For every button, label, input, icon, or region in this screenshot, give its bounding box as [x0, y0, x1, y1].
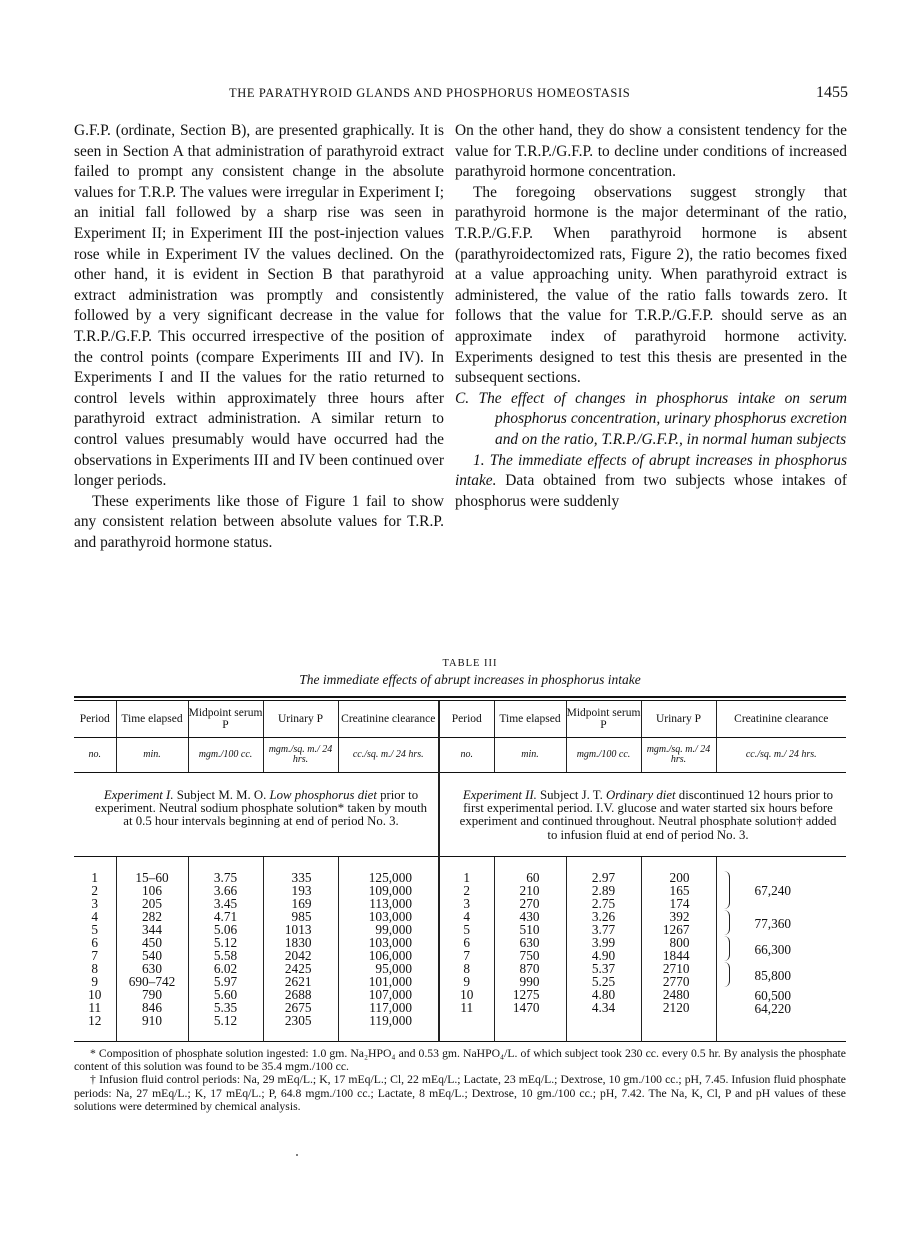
- experiment-2-subject: Subject J. T.: [536, 788, 607, 802]
- exp1-serum-p: 5.97: [188, 975, 263, 988]
- exp2-time: 630: [494, 936, 566, 949]
- exp1-time: 630: [116, 962, 188, 975]
- exp1-urinary-p: 2305: [263, 1014, 338, 1042]
- col-header-urinary-p: Urinary P: [641, 701, 716, 738]
- unit-urinary-p: mgm./sq. m./ 24 hrs.: [263, 738, 338, 773]
- exp1-clearance: 99,000: [338, 923, 439, 936]
- exp1-urinary-p: 985: [263, 910, 338, 923]
- exp1-time: 690–742: [116, 975, 188, 988]
- running-title: THE PARATHYROID GLANDS AND PHOSPHORUS HOMEOSTASIS: [229, 86, 631, 100]
- exp2-serum-p: 4.90: [566, 949, 641, 962]
- paragraph: G.F.P. (ordinate, Section B), are presented graphically. It is seen in Section A that administration of parathyroid extract failed to prompt any consistent change in the absolute values for T.R.P. The values were irregular in Experiment I; an initial fall followed by a sharp rise was seen in Experiment II; in Experiment III the post-injection values rose while in Experiment IV the values declined. On the other hand, it is evident in Section B that parathyroid extract administration was promptly and consistently followed by a very significant decrease in the value for T.R.P./G.F.P. This occurred irrespective of the position of the control points (compare Experiments III and IV). In Experiments I and II the values for the ratio returned to control levels within approximately three hours after parathyroid extract administration. A similar return to control values presumably would have occurred had the observations in Experiments III and IV been continued over longer periods.: [74, 122, 444, 490]
- experiment-1-details: prior to experiment. Neutral sodium phosphate solution* taken by mouth at 0.5 hour intervals beginning at end of period No. 3.: [95, 788, 427, 829]
- exp1-clearance: 117,000: [338, 1001, 439, 1014]
- exp1-clearance: 107,000: [338, 988, 439, 1001]
- header-row: [74, 701, 846, 738]
- brace-icon: [721, 936, 730, 961]
- exp1-period: 8: [91, 960, 99, 976]
- brace-icon: [721, 910, 730, 935]
- experiment-1-description: [74, 773, 439, 857]
- exp2-serum-p: 3.77: [566, 923, 641, 936]
- exp2-serum-p: 2.89: [566, 884, 641, 897]
- col-header-period: Period: [439, 701, 494, 738]
- exp2-period: 8: [439, 962, 494, 975]
- exp1-serum-p: 5.35: [188, 1001, 263, 1014]
- exp1-period: 12: [88, 1012, 102, 1028]
- col-header-clearance: Creatinine clearance: [338, 701, 439, 738]
- experiment-2-label: Experiment II.: [462, 788, 537, 802]
- exp1-time: 205: [116, 897, 188, 910]
- experiment-2-diet: Ordinary diet: [606, 788, 676, 802]
- brace-icon: [721, 871, 730, 909]
- running-header: [74, 86, 848, 106]
- exp2-serum-p: 2.97: [566, 856, 641, 884]
- exp1-urinary-p: 2688: [263, 988, 338, 1001]
- experiment-1-diet: Low phosphorus diet: [269, 788, 377, 802]
- col-header-period: Period: [74, 701, 116, 738]
- unit-time: min.: [116, 738, 188, 773]
- col-header-serum-p: Midpoint serum P: [566, 701, 641, 738]
- exp2-urinary-p: 2770: [641, 975, 716, 988]
- subsection-title: 1. The immediate effects of abrupt increases in phosphorus intake.: [455, 451, 847, 490]
- exp1-clearance: 103,000: [338, 936, 439, 949]
- table-footnotes: [74, 1047, 846, 1113]
- exp1-time: 15–60: [116, 856, 188, 884]
- exp2-serum-p: 4.80: [566, 988, 641, 1001]
- paragraph: On the other hand, they do show a consistent tendency for the value for T.R.P./G.F.P. to decline under conditions of increased parathyroid hormone concentration.: [455, 122, 847, 181]
- unit-serum-p: mgm./100 cc.: [566, 738, 641, 773]
- experiment-1-label: Experiment I.: [103, 788, 174, 802]
- exp2-time: 270: [494, 897, 566, 910]
- exp1-clearance: 113,000: [338, 897, 439, 910]
- exp2-period: 2: [439, 884, 494, 897]
- exp1-serum-p: 3.45: [188, 897, 263, 910]
- exp2-urinary-p: 2710: [641, 962, 716, 975]
- exp1-time: 282: [116, 910, 188, 923]
- exp2-urinary-p: 2480: [641, 988, 716, 1001]
- exp1-period: 7: [91, 947, 99, 963]
- exp2-clearance-value: 64,220: [754, 1000, 792, 1016]
- exp2-urinary-p: 200: [641, 856, 716, 884]
- exp2-serum-p: 3.26: [566, 910, 641, 923]
- experiment-description-row: [74, 773, 846, 857]
- exp1-clearance: 106,000: [338, 949, 439, 962]
- paragraph: These experiments like those of Figure 1 fail to show any consistent relation between absolute values for T.R.P. and parathyroid hormone status.: [74, 492, 444, 551]
- exp2-period: 5: [439, 923, 494, 936]
- exp2-period: 11: [439, 1001, 494, 1014]
- exp2-period: 6: [439, 936, 494, 949]
- exp1-time: 846: [116, 1001, 188, 1014]
- exp2-time: 430: [494, 910, 566, 923]
- exp1-urinary-p: 169: [263, 897, 338, 910]
- units-row: [74, 738, 846, 773]
- exp2-urinary-p: 1844: [641, 949, 716, 962]
- exp2-time: 210: [494, 884, 566, 897]
- exp1-serum-p: 5.12: [188, 1014, 263, 1042]
- exp1-time: 106: [116, 884, 188, 897]
- exp2-urinary-p: 392: [641, 910, 716, 923]
- exp2-urinary-p: 2120: [641, 1001, 716, 1014]
- exp1-urinary-p: 2675: [263, 1001, 338, 1014]
- exp1-period: 11: [88, 999, 102, 1015]
- table-label: TABLE III: [442, 658, 498, 669]
- exp1-serum-p: 4.71: [188, 910, 263, 923]
- paragraph: The foregoing observations suggest strongly that parathyroid hormone is the major determinant of the ratio, T.R.P./G.F.P. When parathyroid hormone is absent (parathyroidectomized rats, Figure 2), the ratio becomes fixed at a value approaching unity. When parathyroid extract is administered, the value of the ratio falls towards zero. It follows that the value for T.R.P./G.F.P. should serve as an approximate index of parathyroid hormone activity. Experiments designed to test this thesis are presented in the subsequent sections.: [455, 183, 847, 387]
- exp1-period: 2: [91, 882, 99, 898]
- brace-icon: [721, 962, 730, 987]
- exp1-period: 5: [91, 921, 99, 937]
- subsection-text: Data obtained from two subjects whose intakes of phosphorus were suddenly: [455, 472, 847, 510]
- footnote-star: * Composition of phosphate solution ingested: 1.0 gm. Na₂HPO₄ and 0.53 gm. NaHPO₄/L. of which subject took 230 cc. every 0.5 hr. By analysis the phosphate content of this solution was found to be 35.4 mgm./100 cc.: [74, 1047, 846, 1074]
- exp2-period: 7: [439, 949, 494, 962]
- exp2-urinary-p-empty: [641, 1014, 716, 1042]
- exp2-time: 510: [494, 923, 566, 936]
- exp1-serum-p: 5.12: [188, 936, 263, 949]
- col-header-clearance: Creatinine clearance: [716, 701, 846, 738]
- exp1-clearance: 125,000: [338, 856, 439, 884]
- table-caption: The immediate effects of abrupt increases in phosphorus intake: [299, 672, 641, 687]
- exp2-clearance-value: 77,360: [754, 915, 792, 931]
- exp2-serum-p: 5.37: [566, 962, 641, 975]
- unit-clearance: cc./sq. m./ 24 hrs.: [338, 738, 439, 773]
- table-iii: [74, 658, 846, 1042]
- exp2-urinary-p: 800: [641, 936, 716, 949]
- exp1-urinary-p: 335: [263, 856, 338, 884]
- exp2-period: 10: [439, 988, 494, 1001]
- exp2-clearance-value: 85,800: [754, 967, 792, 983]
- exp1-time: 344: [116, 923, 188, 936]
- exp1-period: 3: [91, 895, 99, 911]
- exp1-clearance: 95,000: [338, 962, 439, 975]
- right-text-column: [455, 121, 847, 512]
- exp2-clearance-value: 67,240: [754, 882, 792, 898]
- exp1-time: 790: [116, 988, 188, 1001]
- exp2-time: 1470: [494, 1001, 566, 1014]
- exp1-urinary-p: 1013: [263, 923, 338, 936]
- exp2-period: 1: [439, 856, 494, 884]
- exp2-time: 870: [494, 962, 566, 975]
- exp1-clearance: 101,000: [338, 975, 439, 988]
- unit-period: no.: [74, 738, 116, 773]
- exp1-time: 450: [116, 936, 188, 949]
- exp2-period: 3: [439, 897, 494, 910]
- exp2-clearance-value: 60,500: [754, 987, 792, 1003]
- exp2-serum-p: 4.34: [566, 1001, 641, 1014]
- exp1-urinary-p: 2425: [263, 962, 338, 975]
- footnote-dagger: † Infusion fluid control periods: Na, 29 mEq/L.; K, 17 mEq/L.; Cl, 22 mEq/L.; Lactate, 23 mEq/L.; Dextrose, 10 gm./100 cc.; pH, 7.45. Infusion fluid phosphate periods: Na, 27 mEq/L.; K, 17 mEq/L.; P, 64.8 mgm./100 cc.; Lactate, 8 mEq/L.; Dextrose, 10 gm./100 cc.; pH, 7.42. The Na, K, Cl, P and pH values of these solutions were determined by chemical analysis.: [74, 1073, 846, 1113]
- data-table: [74, 701, 846, 1042]
- exp1-clearance: 109,000: [338, 884, 439, 897]
- exp1-serum-p: 6.02: [188, 962, 263, 975]
- exp2-clearance-groups: [717, 857, 847, 1041]
- exp2-period: 9: [439, 975, 494, 988]
- exp2-time: 1275: [494, 988, 566, 1001]
- exp1-serum-p: 5.60: [188, 988, 263, 1001]
- section-heading: C. The effect of changes in phosphorus intake on serum phosphorus concentration, urinary phosphorus excretion and on the ratio, T.R.P./G.F.P., in normal human subjects: [455, 389, 847, 448]
- exp1-clearance: 119,000: [338, 1014, 439, 1042]
- table-row: [74, 856, 846, 884]
- page-number: 1455: [816, 84, 848, 101]
- col-header-time: Time elapsed: [494, 701, 566, 738]
- exp1-period: 9: [91, 973, 99, 989]
- col-header-urinary-p: Urinary P: [263, 701, 338, 738]
- exp1-period: 10: [88, 986, 102, 1002]
- exp2-period-empty: [439, 1014, 494, 1042]
- exp1-urinary-p: 1830: [263, 936, 338, 949]
- exp1-serum-p: 5.58: [188, 949, 263, 962]
- exp1-urinary-p: 2621: [263, 975, 338, 988]
- exp1-period: 4: [91, 908, 99, 924]
- col-header-serum-p: Midpoint serum P: [188, 701, 263, 738]
- unit-clearance: cc./sq. m./ 24 hrs.: [716, 738, 846, 773]
- exp2-urinary-p: 1267: [641, 923, 716, 936]
- experiment-2-details: discontinued 12 hours prior to first experimental period. I.V. glucose and water started six hours before experiment and continued throughout. Neutral phosphate solution† added to infusion fluid at end of period No. 3.: [459, 788, 837, 842]
- exp2-time-empty: [494, 1014, 566, 1042]
- exp2-time: 60: [494, 856, 566, 884]
- exp1-serum-p: 5.06: [188, 923, 263, 936]
- exp1-serum-p: 3.66: [188, 884, 263, 897]
- col-header-time: Time elapsed: [116, 701, 188, 738]
- exp2-serum-p: 5.25: [566, 975, 641, 988]
- subsection-paragraph: [455, 451, 847, 513]
- exp2-time: 990: [494, 975, 566, 988]
- experiment-1-subject: Subject M. M. O.: [173, 788, 270, 802]
- exp2-time: 750: [494, 949, 566, 962]
- left-text-column: [74, 121, 444, 553]
- table-bottom-rule-row: [74, 1041, 846, 1042]
- unit-time: min.: [494, 738, 566, 773]
- exp2-urinary-p: 165: [641, 884, 716, 897]
- exp1-period: 1: [91, 869, 99, 885]
- exp2-serum-p: 2.75: [566, 897, 641, 910]
- exp2-clearance-cell: [716, 856, 846, 1041]
- exp2-serum-p: 3.99: [566, 936, 641, 949]
- exp1-clearance: 103,000: [338, 910, 439, 923]
- exp1-time: 540: [116, 949, 188, 962]
- unit-serum-p: mgm./100 cc.: [188, 738, 263, 773]
- unit-period: no.: [439, 738, 494, 773]
- table-bottom-rule: [74, 1041, 846, 1042]
- exp1-time: 910: [116, 1014, 188, 1042]
- print-speck: [296, 1154, 298, 1156]
- exp2-period: 4: [439, 910, 494, 923]
- experiment-2-description: [439, 773, 846, 857]
- exp1-period: 6: [91, 934, 99, 950]
- exp2-clearance-value: 66,300: [754, 941, 792, 957]
- exp1-urinary-p: 2042: [263, 949, 338, 962]
- exp1-serum-p: 3.75: [188, 856, 263, 884]
- exp1-urinary-p: 193: [263, 884, 338, 897]
- exp2-urinary-p: 174: [641, 897, 716, 910]
- unit-urinary-p: mgm./sq. m./ 24 hrs.: [641, 738, 716, 773]
- exp2-serum-p-empty: [566, 1014, 641, 1042]
